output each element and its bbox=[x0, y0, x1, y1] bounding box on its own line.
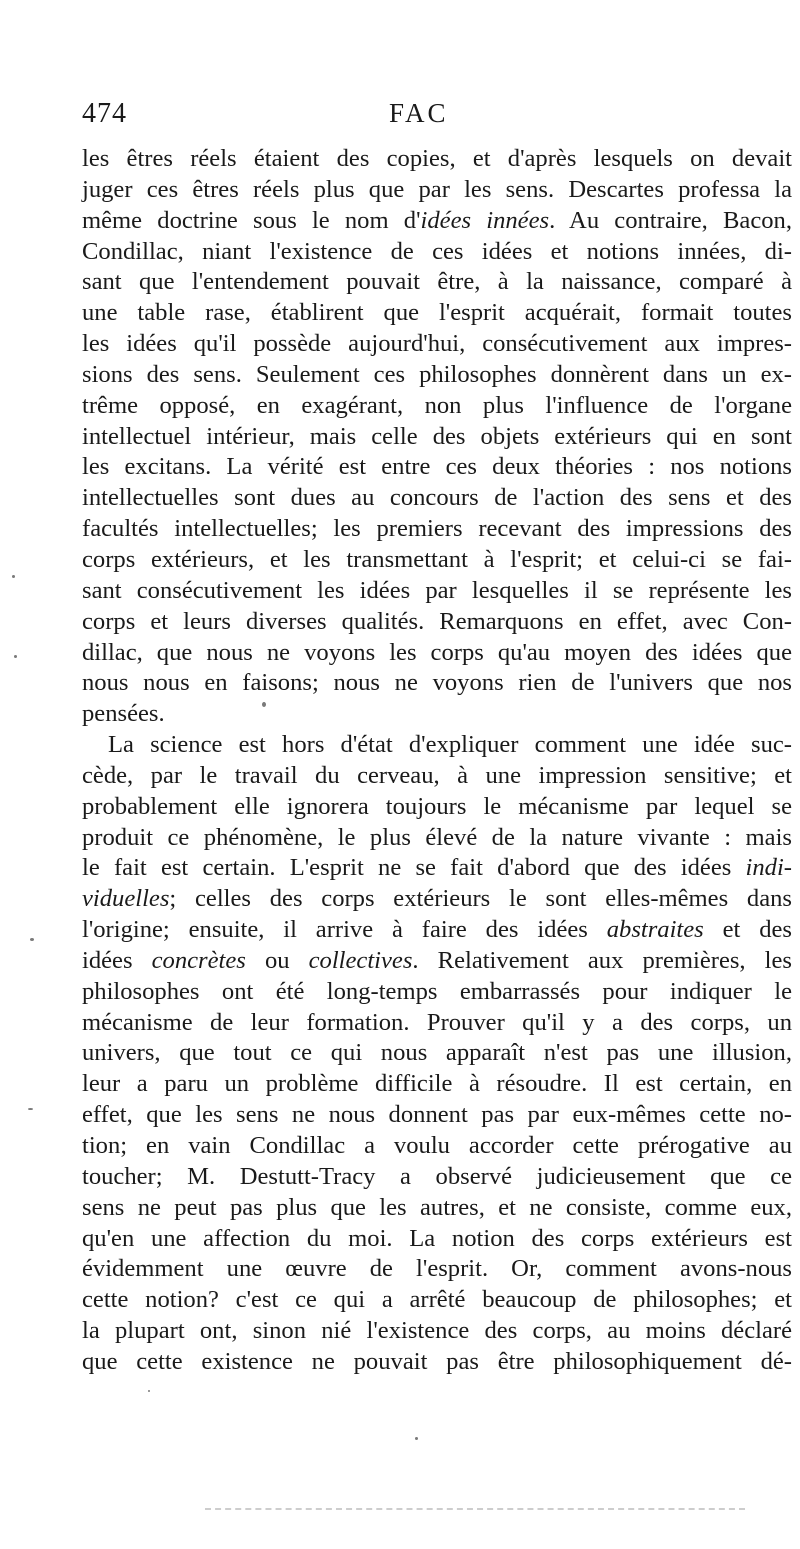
page-header bbox=[82, 98, 782, 138]
text-line bbox=[82, 1131, 792, 1162]
text-segment: sions des sens. Seulement ces philosophes donnèrent dans un ex- bbox=[82, 360, 792, 388]
text-segment: les excitans. La vérité est entre ces deux théories : nos notions bbox=[82, 453, 792, 481]
text-segment: ou bbox=[245, 946, 309, 974]
text-segment: et des bbox=[703, 916, 792, 944]
text-segment: les êtres réels étaient des copies, et d'après lesquels on devait bbox=[82, 145, 792, 172]
text-line bbox=[82, 329, 792, 360]
text-line bbox=[82, 545, 792, 576]
text-line bbox=[82, 237, 792, 268]
text-segment: effet, que les sens ne nous donnent pas par eux-mêmes cette no- bbox=[82, 1101, 792, 1129]
text-segment: nous nous en faisons; nous ne voyons rien de l'univers que nos bbox=[82, 669, 792, 697]
text-segment: sant consécutivement les idées par lesquelles il se représente les bbox=[82, 576, 792, 604]
text-line bbox=[82, 1316, 792, 1347]
text-segment: ; celles des corps extérieurs le sont elles-mêmes dans bbox=[169, 885, 792, 913]
text-segment: tion; en vain Condillac a voulu accorder cette prérogative au bbox=[82, 1132, 792, 1159]
text-segment: sant que l'entendement pouvait être, à la naissance, comparé à bbox=[82, 268, 792, 296]
text-line bbox=[82, 761, 792, 792]
body-text bbox=[82, 144, 792, 1378]
text-segment: l'origine; ensuite, il arrive à faire des idées bbox=[82, 916, 607, 944]
text-segment: toucher; M. Destutt-Tracy a observé judicieusement que ce bbox=[82, 1162, 792, 1190]
text-segment: leur a paru un problème difficile à résoudre. Il est certain, en bbox=[82, 1070, 792, 1098]
text-line bbox=[82, 915, 792, 946]
italic-text: collectives bbox=[308, 946, 413, 974]
text-line bbox=[82, 853, 792, 884]
text-line bbox=[82, 206, 792, 237]
text-line bbox=[82, 1038, 792, 1069]
bottom-page-marks bbox=[205, 1508, 745, 1514]
text-segment: cette notion? c'est ce qui a arrêté beaucoup de philosophes; et bbox=[82, 1286, 792, 1314]
text-line bbox=[82, 1100, 792, 1131]
text-segment: philosophes ont été long-temps embarrassés pour indiquer le bbox=[82, 977, 792, 1005]
text-line bbox=[82, 1008, 792, 1039]
text-segment: qu'en une affection du moi. La notion des corps extérieurs est bbox=[82, 1224, 792, 1252]
text-segment: idées bbox=[82, 946, 152, 974]
text-line bbox=[82, 792, 792, 823]
text-line bbox=[82, 607, 792, 638]
text-segment: intellectuelles sont dues au concours de l'action des sens et des bbox=[82, 484, 792, 512]
italic-text: indi- bbox=[745, 854, 792, 882]
text-line bbox=[82, 1162, 792, 1193]
text-segment: facultés intellectuelles; les premiers recevant des impressions des bbox=[82, 515, 792, 543]
text-line bbox=[82, 144, 792, 175]
text-segment: probablement elle ignorera toujours le mécanisme par lequel se bbox=[82, 792, 792, 820]
text-line bbox=[82, 668, 792, 699]
text-line bbox=[82, 452, 792, 483]
text-line bbox=[82, 638, 792, 669]
text-line bbox=[82, 298, 792, 329]
text-line bbox=[82, 823, 792, 854]
text-line bbox=[82, 483, 792, 514]
text-segment: produit ce phénomène, le plus élevé de la nature vivante : mais bbox=[82, 823, 792, 851]
italic-text: concrètes bbox=[151, 946, 246, 974]
text-segment: sens ne peut pas plus que les autres, et ne consiste, comme eux, bbox=[82, 1193, 792, 1221]
text-segment: trême opposé, en exagérant, non plus l'influence de l'organe bbox=[82, 391, 792, 419]
text-line bbox=[82, 514, 792, 545]
italic-text: viduelles bbox=[82, 885, 170, 913]
text-segment: . Relativement aux premières, les bbox=[412, 946, 792, 974]
text-line bbox=[82, 576, 792, 607]
text-segment: que cette existence ne pouvait pas être philosophiquement dé- bbox=[82, 1347, 792, 1375]
text-line bbox=[82, 391, 792, 422]
running-head: FAC bbox=[389, 98, 449, 128]
text-line bbox=[82, 1285, 792, 1316]
text-line bbox=[82, 977, 792, 1008]
text-segment: les idées qu'il possède aujourd'hui, consécutivement aux impres- bbox=[82, 330, 792, 358]
text-line bbox=[82, 422, 792, 453]
italic-text: idées innées bbox=[420, 206, 550, 234]
text-segment: Condillac, niant l'existence de ces idées et notions innées, di- bbox=[82, 237, 792, 265]
text-line bbox=[82, 360, 792, 391]
text-line bbox=[82, 730, 792, 761]
text-segment: intellectuel intérieur, mais celle des objets extérieurs qui en sont bbox=[82, 422, 792, 450]
text-segment: corps extérieurs, et les transmettant à l'esprit; et celui-ci se fai- bbox=[82, 545, 792, 573]
text-line bbox=[82, 884, 792, 915]
text-segment: la plupart ont, sinon nié l'existence des corps, au moins déclaré bbox=[82, 1317, 792, 1345]
text-segment: corps et leurs diverses qualités. Remarquons en effet, avec Con- bbox=[82, 607, 792, 635]
text-line bbox=[82, 175, 792, 206]
text-line bbox=[82, 699, 792, 730]
text-segment: cède, par le travail du cerveau, à une impression sensitive; et bbox=[82, 761, 792, 789]
italic-text: abstraites bbox=[606, 916, 704, 944]
text-segment: dillac, que nous ne voyons les corps qu'au moyen des idées que bbox=[82, 638, 792, 666]
text-line bbox=[82, 1193, 792, 1224]
text-line bbox=[82, 1254, 792, 1285]
text-line bbox=[82, 267, 792, 298]
text-segment: univers, que tout ce qui nous apparaît n'est pas une illusion, bbox=[82, 1039, 792, 1067]
page-number: 474 bbox=[82, 98, 127, 129]
text-line bbox=[82, 1347, 792, 1378]
text-segment: . Au contraire, Bacon, bbox=[549, 206, 792, 234]
text-segment: même doctrine sous le nom d' bbox=[82, 206, 421, 234]
text-segment: évidemment une œuvre de l'esprit. Or, comment avons-nous bbox=[82, 1255, 792, 1283]
text-segment: pensées. bbox=[82, 700, 165, 728]
text-segment: juger ces êtres réels plus que par les sens. Descartes professa la bbox=[82, 175, 792, 203]
text-segment: le fait est certain. L'esprit ne se fait d'abord que des idées bbox=[82, 854, 746, 882]
text-line bbox=[82, 946, 792, 977]
text-segment: mécanisme de leur formation. Prouver qu'il y a des corps, un bbox=[82, 1008, 792, 1036]
text-segment: La science est hors d'état d'expliquer comment une idée suc- bbox=[108, 731, 792, 759]
text-line bbox=[82, 1069, 792, 1100]
text-line bbox=[82, 1224, 792, 1255]
text-segment: une table rase, établirent que l'esprit acquérait, formait toutes bbox=[82, 299, 792, 327]
